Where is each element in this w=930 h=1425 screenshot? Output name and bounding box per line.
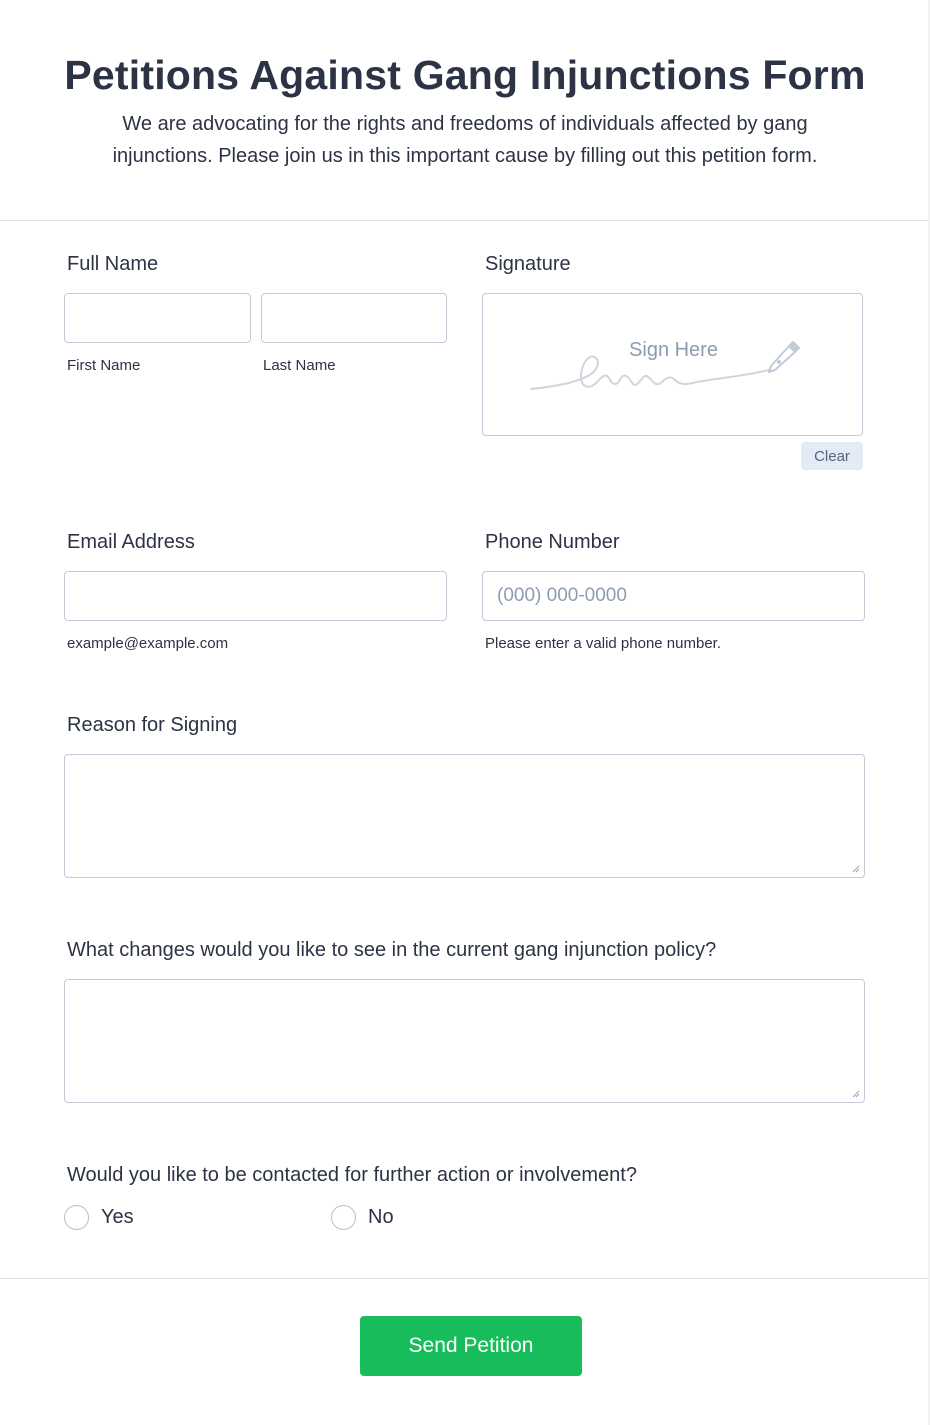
page-subtitle: We are advocating for the rights and freedoms of individuals affected by gang injunctions. Please join us in this important cause by filling out this petition form.	[112, 113, 818, 167]
phone-label: Phone Number	[485, 531, 620, 553]
form-header	[0, 0, 930, 221]
reason-textarea[interactable]	[64, 754, 865, 878]
radio-no[interactable]	[331, 1205, 356, 1230]
radio-option-no[interactable]	[331, 1205, 394, 1230]
resize-grip-icon[interactable]	[850, 1088, 860, 1098]
changes-textarea[interactable]	[64, 979, 865, 1103]
email-input[interactable]	[64, 571, 447, 621]
signature-pad[interactable]	[482, 293, 863, 436]
radio-option-yes[interactable]	[64, 1205, 134, 1230]
last-name-sublabel: Last Name	[263, 357, 336, 374]
phone-input[interactable]	[482, 571, 865, 621]
phone-sublabel: Please enter a valid phone number.	[485, 635, 721, 652]
signature-placeholder: Sign Here	[629, 339, 718, 361]
first-name-input[interactable]	[64, 293, 251, 343]
email-label: Email Address	[67, 531, 195, 553]
changes-label: What changes would you like to see in the current gang injunction policy?	[67, 939, 717, 961]
email-sublabel: example@example.com	[67, 635, 229, 652]
clear-signature-button[interactable]: Clear	[801, 442, 863, 470]
signature-label: Signature	[485, 253, 571, 275]
send-petition-button[interactable]: Send Petition	[360, 1316, 582, 1376]
radio-yes-label: Yes	[101, 1206, 134, 1228]
form-footer	[0, 1278, 930, 1425]
first-name-sublabel: First Name	[67, 357, 141, 374]
full-name-label: Full Name	[67, 253, 159, 275]
resize-grip-icon[interactable]	[850, 863, 860, 873]
radio-yes[interactable]	[64, 1205, 89, 1230]
radio-no-label: No	[368, 1206, 394, 1228]
contact-label: Would you like to be contacted for further action or involvement?	[67, 1164, 637, 1186]
last-name-input[interactable]	[261, 293, 447, 343]
page-title: Petitions Against Gang Injunctions Form	[64, 52, 866, 98]
reason-label: Reason for Signing	[67, 714, 238, 736]
